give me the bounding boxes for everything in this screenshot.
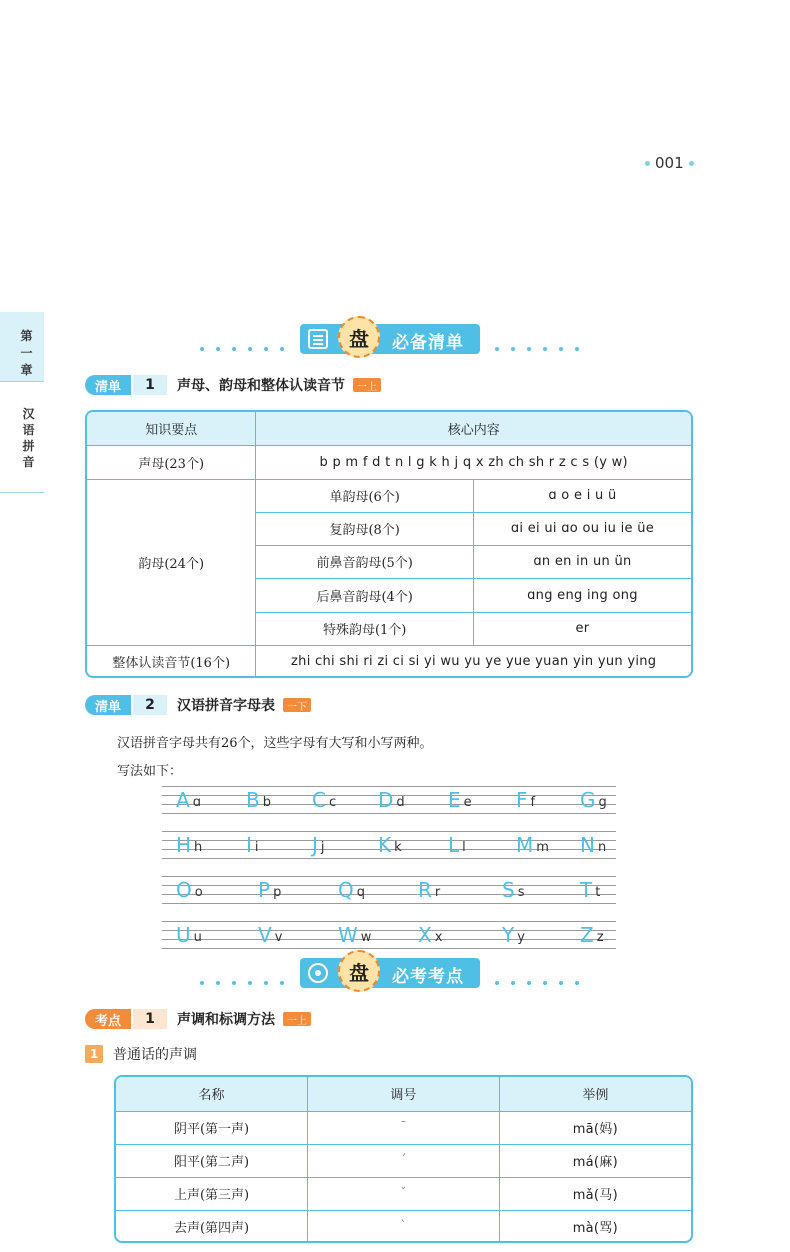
lowercase-letter: x bbox=[434, 930, 443, 945]
alphabet-letter-pair bbox=[448, 831, 466, 855]
yunmu-type: 前鼻音韵母(5个) bbox=[256, 545, 474, 578]
alphabet-letter-pair bbox=[176, 831, 202, 855]
yunmu-content: ɑ o e i u ü bbox=[473, 479, 691, 512]
alphabet-letter-pair bbox=[448, 786, 472, 810]
tone-example: mà(骂) bbox=[499, 1210, 691, 1243]
dot-icon bbox=[645, 161, 650, 166]
section-banner-must-know bbox=[300, 318, 480, 356]
dot-row-left bbox=[200, 330, 296, 368]
alphabet-letter-pair bbox=[338, 921, 371, 945]
table-header: 名称 bbox=[116, 1077, 308, 1111]
table-header: 调号 bbox=[308, 1077, 500, 1111]
lowercase-letter: k bbox=[394, 840, 402, 855]
dot-row-right bbox=[495, 330, 591, 368]
tone-name: 上声(第三声) bbox=[116, 1177, 308, 1210]
alphabet-row bbox=[162, 784, 616, 816]
lowercase-letter: n bbox=[597, 840, 607, 855]
uppercase-letter: C bbox=[312, 788, 326, 812]
uppercase-letter: K bbox=[378, 833, 392, 857]
alphabet-row bbox=[162, 874, 616, 906]
row-label: 声母(23个) bbox=[87, 445, 256, 479]
subheading: 1 普通话的声调 bbox=[85, 1044, 197, 1064]
grade-badge: 一上 bbox=[283, 1012, 311, 1026]
notes-icon bbox=[308, 329, 328, 349]
grade-badge: 一上 bbox=[353, 378, 381, 392]
alphabet-letter-pair bbox=[418, 876, 440, 900]
uppercase-letter: T bbox=[580, 878, 593, 902]
lowercase-letter: ɑ bbox=[192, 795, 201, 810]
row-label: 整体认读音节(16个) bbox=[87, 645, 256, 678]
lowercase-letter: o bbox=[194, 885, 203, 900]
uppercase-letter: H bbox=[176, 833, 192, 857]
lowercase-letter: m bbox=[536, 840, 549, 855]
uppercase-letter: D bbox=[378, 788, 394, 812]
uppercase-letter: O bbox=[176, 878, 192, 902]
alphabet-letter-pair bbox=[516, 786, 535, 810]
uppercase-letter: L bbox=[448, 833, 460, 857]
alphabet-letter-pair bbox=[312, 786, 336, 810]
phonetics-table bbox=[85, 410, 693, 678]
tone-name: 去声(第四声) bbox=[116, 1210, 308, 1243]
uppercase-letter: X bbox=[418, 923, 432, 947]
yunmu-type: 单韵母(6个) bbox=[256, 479, 474, 512]
page-number: 001 bbox=[645, 154, 694, 172]
lowercase-letter: f bbox=[530, 795, 536, 810]
uppercase-letter: I bbox=[246, 833, 252, 857]
section-banner-exam-points bbox=[300, 952, 480, 990]
alphabet-row bbox=[162, 829, 616, 861]
section-title: 必备清单 bbox=[392, 333, 464, 353]
alphabet-letter-pair bbox=[502, 876, 524, 900]
yunmu-content: ɑng eng ing ong bbox=[473, 578, 691, 612]
lowercase-letter: q bbox=[356, 885, 366, 900]
tone-mark: ˉ bbox=[308, 1111, 500, 1144]
grade-badge: 一下 bbox=[283, 698, 311, 712]
lowercase-letter: l bbox=[462, 840, 466, 855]
paragraph: 汉语拼音字母共有26个，这些字母有大写和小写两种。 bbox=[117, 736, 433, 751]
lowercase-letter: w bbox=[360, 930, 372, 945]
dot-row-right bbox=[495, 964, 591, 1002]
uppercase-letter: G bbox=[580, 788, 596, 812]
lowercase-letter: s bbox=[517, 885, 525, 900]
lowercase-letter: g bbox=[598, 795, 607, 810]
alphabet-letter-pair bbox=[176, 786, 201, 810]
table-header: 核心内容 bbox=[256, 412, 691, 445]
list-heading-2: 清单 2 汉语拼音字母表 一下 bbox=[85, 694, 311, 716]
lowercase-letter: b bbox=[262, 795, 271, 810]
tone-table bbox=[114, 1075, 693, 1243]
uppercase-letter: M bbox=[516, 833, 534, 857]
alphabet-letter-pair bbox=[176, 876, 203, 900]
lowercase-letter: c bbox=[328, 795, 337, 810]
lowercase-letter: u bbox=[193, 930, 202, 945]
alphabet-letter-pair bbox=[418, 921, 442, 945]
alphabet-letter-pair bbox=[258, 921, 282, 945]
alphabet-letter-pair bbox=[258, 876, 281, 900]
yunmu-content: er bbox=[473, 612, 691, 645]
alphabet-letter-pair bbox=[176, 921, 202, 945]
alphabet-letter-pair bbox=[246, 831, 259, 855]
lowercase-letter: d bbox=[396, 795, 405, 810]
paragraph: 写法如下： bbox=[117, 764, 183, 779]
table-header: 知识要点 bbox=[87, 412, 256, 445]
uppercase-letter: J bbox=[312, 833, 318, 857]
tone-example: mǎ(马) bbox=[499, 1177, 691, 1210]
tone-example: mā(妈) bbox=[499, 1111, 691, 1144]
yunmu-content: ɑi ei ui ɑo ou iu ie üe bbox=[473, 512, 691, 545]
uppercase-letter: R bbox=[418, 878, 432, 902]
uppercase-letter: B bbox=[246, 788, 260, 812]
alphabet-letter-pair bbox=[378, 786, 405, 810]
uppercase-letter: P bbox=[258, 878, 271, 902]
alphabet-letter-pair bbox=[312, 831, 325, 855]
uppercase-letter: Z bbox=[580, 923, 594, 947]
lowercase-letter: v bbox=[274, 930, 283, 945]
lowercase-letter: h bbox=[194, 840, 203, 855]
uppercase-letter: S bbox=[502, 878, 515, 902]
alphabet-letter-pair bbox=[580, 876, 600, 900]
tone-mark: ˇ bbox=[308, 1177, 500, 1210]
tone-name: 阳平(第二声) bbox=[116, 1144, 308, 1177]
yunmu-type: 复韵母(8个) bbox=[256, 512, 474, 545]
alphabet-grid bbox=[162, 784, 616, 964]
chapter-side-tab bbox=[0, 312, 44, 494]
uppercase-letter: N bbox=[580, 833, 595, 857]
yunmu-content: ɑn en in un ün bbox=[473, 545, 691, 578]
tone-mark: ˋ bbox=[308, 1210, 500, 1243]
uppercase-letter: V bbox=[258, 923, 272, 947]
table-header: 举例 bbox=[499, 1077, 691, 1111]
tone-example: má(麻) bbox=[499, 1144, 691, 1177]
chapter-label: 第 一 章 bbox=[20, 329, 33, 377]
uppercase-letter: F bbox=[516, 788, 528, 812]
tone-mark: ˊ bbox=[308, 1144, 500, 1177]
lowercase-letter: p bbox=[273, 885, 282, 900]
zhengti-content: zhi chi shi ri zi ci si yi wu yu ye yue yuan yin yun ying bbox=[256, 645, 691, 678]
alphabet-letter-pair bbox=[338, 876, 365, 900]
lowercase-letter: e bbox=[463, 795, 472, 810]
chapter-title: 汉 语 拼 音 bbox=[22, 407, 35, 469]
yunmu-type: 后鼻音韵母(4个) bbox=[256, 578, 474, 612]
shengmu-content: b p m f d t n l g k h j q x zh ch sh r z c s (y w) bbox=[256, 445, 691, 479]
badge-pan: 盘 bbox=[338, 316, 380, 358]
exam-point-heading-1: 考点 1 声调和标调方法 一上 bbox=[85, 1008, 311, 1030]
lowercase-letter: i bbox=[254, 840, 259, 855]
alphabet-letter-pair bbox=[246, 786, 271, 810]
lowercase-letter: t bbox=[595, 885, 601, 900]
alphabet-letter-pair bbox=[516, 831, 549, 855]
alphabet-letter-pair bbox=[580, 831, 606, 855]
alphabet-letter-pair bbox=[580, 921, 604, 945]
list-heading-1: 清单 1 声母、韵母和整体认读音节 一上 bbox=[85, 374, 381, 396]
uppercase-letter: E bbox=[448, 788, 461, 812]
target-icon bbox=[308, 963, 328, 983]
lowercase-letter: j bbox=[320, 840, 325, 855]
uppercase-letter: U bbox=[176, 923, 191, 947]
lowercase-letter: y bbox=[517, 930, 525, 945]
alphabet-row bbox=[162, 919, 616, 951]
tone-name: 阴平(第一声) bbox=[116, 1111, 308, 1144]
lowercase-letter: z bbox=[596, 930, 604, 945]
lowercase-letter: r bbox=[434, 885, 441, 900]
alphabet-letter-pair bbox=[378, 831, 402, 855]
uppercase-letter: Y bbox=[502, 923, 515, 947]
section-title: 必考考点 bbox=[392, 967, 464, 987]
alphabet-letter-pair bbox=[580, 786, 607, 810]
alphabet-letter-pair bbox=[502, 921, 525, 945]
badge-pan: 盘 bbox=[338, 950, 380, 992]
uppercase-letter: Q bbox=[338, 878, 354, 902]
dot-icon bbox=[689, 161, 694, 166]
yunmu-type: 特殊韵母(1个) bbox=[256, 612, 474, 645]
row-label: 韵母(24个) bbox=[87, 479, 256, 645]
dot-row-left bbox=[200, 964, 296, 1002]
uppercase-letter: W bbox=[338, 923, 358, 947]
uppercase-letter: A bbox=[176, 788, 190, 812]
